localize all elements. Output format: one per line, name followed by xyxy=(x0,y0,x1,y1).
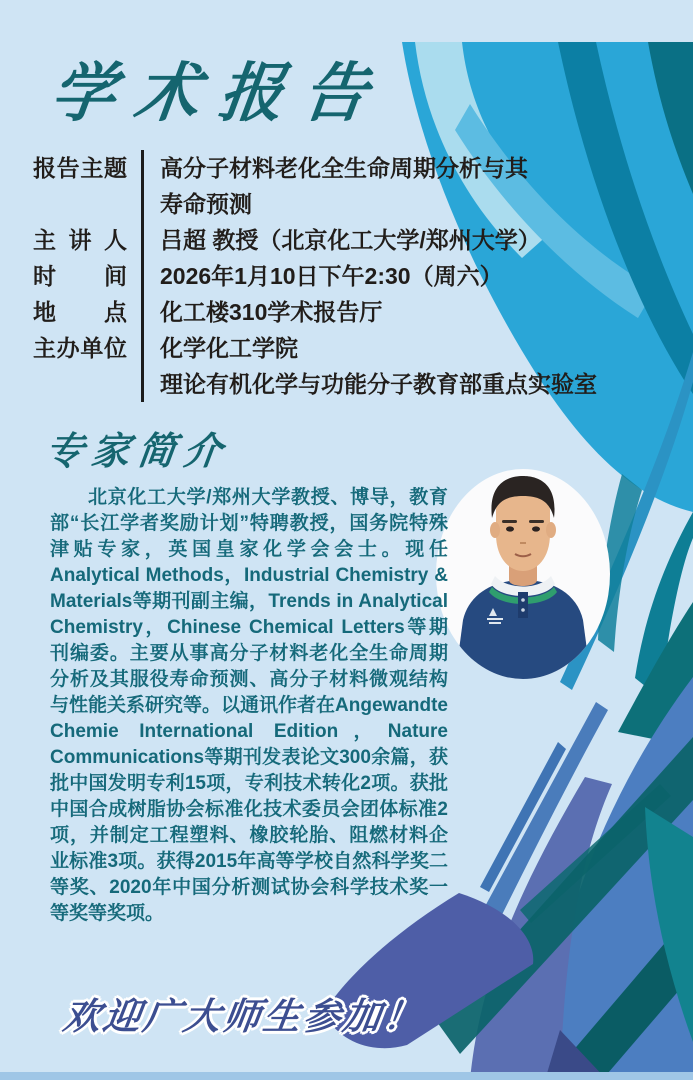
bio-paragraph: 北京化工大学/郑州大学教授、博导，教育部“长江学者奖励计划”特聘教授，国务院特殊津贴专家，英国皇家化学会会士。现任Analytical Methods，Industrial Chemistry & Materials等期刊副主编，Trends in Analytical Chemistry，Chinese Chemical Letters等期刊编委。主要从事高分子材料老化全生命周期分析及其服役寿命预测、高分子材料微观结构与性能关系研究等。以通讯作者在Angewandte Chemie International Edition，Nature Communications等期刊发表论文300余篇，获批中国发明专利15项，专利技术转化2项。获批中国合成树脂协会标准化技术委员会团体标准2项，并制定工程塑料、橡胶轮胎、阻燃材料企业标准3项。获得2015年高等学校自然科学奖二等奖、2020年中国分析测试协会科学技术奖一等奖等奖项。 xyxy=(50,487,448,924)
info-label: 主办单位 xyxy=(33,335,127,361)
info-label xyxy=(33,186,141,222)
section-title-expert-intro: 专家简介 xyxy=(42,431,233,473)
bottom-strip xyxy=(0,1072,693,1080)
info-value: 高分子材料老化全生命周期分析与其 xyxy=(141,150,653,186)
footer-welcome-text: 欢迎广大师生参加！ xyxy=(60,996,427,1037)
info-label: 报告主题 xyxy=(33,155,127,181)
info-value: 2026年1月10日下午2:30（周六） xyxy=(141,258,653,294)
info-label: 地点 xyxy=(33,299,127,325)
info-value: 理论有机化学与功能分子教育部重点实验室 xyxy=(141,366,653,402)
info-value: 吕超 教授（北京化工大学/郑州大学） xyxy=(141,222,653,258)
info-value: 寿命预测 xyxy=(141,186,653,222)
info-table xyxy=(33,150,653,402)
info-label: 主讲人 xyxy=(33,227,127,253)
lecture-poster xyxy=(0,42,693,1080)
info-value: 化学化工学院 xyxy=(141,330,653,366)
info-label: 时间 xyxy=(33,263,127,289)
info-label xyxy=(33,366,141,402)
page-title: 学术报告 xyxy=(46,57,392,129)
info-value: 化工楼310学术报告厅 xyxy=(141,294,653,330)
